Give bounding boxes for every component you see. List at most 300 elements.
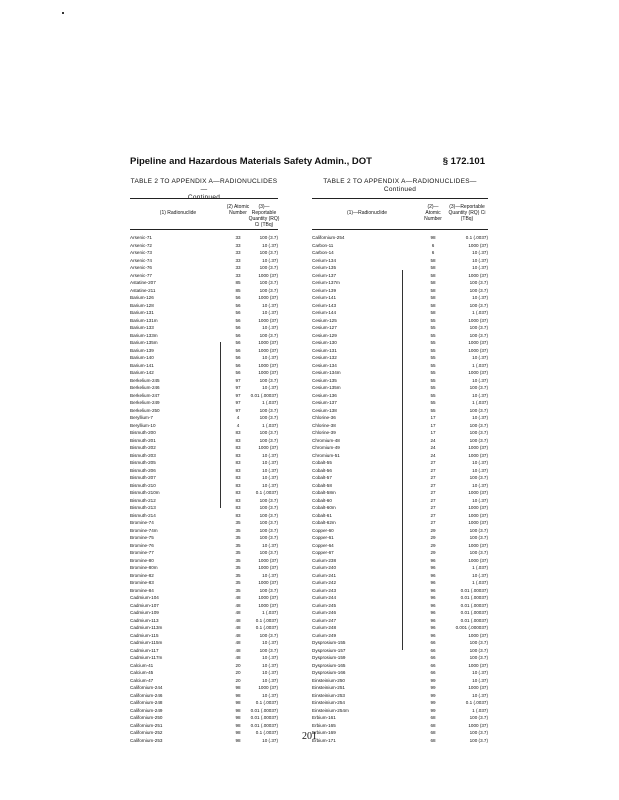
radionuclide-name: Astatine-211 bbox=[130, 287, 156, 293]
atomic-number: 55 bbox=[430, 317, 436, 323]
radionuclide-name: Barium-135m bbox=[130, 340, 158, 345]
reportable-quantity: 1000 (37) bbox=[258, 362, 278, 368]
table-row bbox=[312, 639, 488, 647]
table-row bbox=[130, 302, 278, 310]
brace-line bbox=[402, 270, 403, 650]
atomic-number: 35 bbox=[235, 527, 241, 533]
reportable-quantity: 10 (.37) bbox=[262, 325, 278, 330]
atomic-number: 55 bbox=[430, 362, 436, 368]
reportable-quantity: 10 (.37) bbox=[262, 467, 278, 473]
reportable-quantity: 1000 (37) bbox=[468, 632, 488, 638]
reportable-quantity: 1000 (37) bbox=[258, 272, 278, 278]
atomic-number: 55 bbox=[430, 392, 436, 398]
atomic-number: 56 bbox=[235, 355, 241, 360]
reportable-quantity: 0.1 (.0037) bbox=[255, 700, 278, 705]
reportable-quantity: 0.01 (.00037) bbox=[460, 610, 488, 615]
reportable-quantity: 100 (3.7) bbox=[469, 280, 488, 285]
radionuclide-name: Californium-249 bbox=[130, 707, 163, 713]
radionuclide-name: Curium-240 bbox=[312, 565, 336, 570]
atomic-number: 96 bbox=[430, 617, 436, 623]
table-row bbox=[312, 407, 488, 415]
reportable-quantity: 100 (3.7) bbox=[259, 377, 278, 383]
radionuclide-name: Cadmium-113 bbox=[130, 617, 159, 623]
table-row bbox=[312, 624, 488, 632]
running-header bbox=[130, 156, 485, 170]
table-row bbox=[130, 707, 278, 715]
radionuclide-name: Bismuth-214 bbox=[130, 512, 156, 518]
table-row bbox=[312, 234, 488, 242]
atomic-number: 48 bbox=[235, 617, 241, 623]
reportable-quantity: 100 (3.7) bbox=[259, 415, 278, 420]
atomic-number: 56 bbox=[235, 302, 241, 308]
radionuclide-name: Barium-133 bbox=[130, 325, 154, 330]
table-row bbox=[130, 632, 278, 640]
radionuclide-name: Erbium-171 bbox=[312, 737, 336, 743]
radionuclide-name: Cerium-144 bbox=[312, 310, 336, 315]
radionuclide-name: Bromine-77 bbox=[130, 550, 154, 555]
radionuclide-name: Californium-253 bbox=[130, 737, 163, 743]
table-row bbox=[312, 504, 488, 512]
atomic-number: 56 bbox=[235, 317, 241, 323]
radionuclide-name: Cerium-137 bbox=[312, 272, 336, 278]
table-row bbox=[130, 467, 278, 475]
radionuclide-name: Cesium-135 bbox=[312, 377, 337, 383]
radionuclide-name: Calcium-47 bbox=[130, 677, 154, 683]
radionuclide-name: Californium-246 bbox=[130, 692, 163, 698]
table-row bbox=[312, 534, 488, 542]
table-row bbox=[130, 617, 278, 625]
table-row bbox=[312, 489, 488, 497]
section-number: § 172.101 bbox=[442, 156, 485, 167]
atomic-number: 27 bbox=[430, 512, 436, 518]
reportable-quantity: 1000 (37) bbox=[468, 370, 488, 375]
atomic-number: 6 bbox=[431, 242, 435, 248]
radionuclide-name: Californium-251 bbox=[130, 722, 163, 728]
table-row bbox=[130, 534, 278, 542]
table-row bbox=[312, 467, 488, 475]
table-row bbox=[130, 519, 278, 527]
radionuclide-name: Copper-61 bbox=[312, 535, 334, 540]
radionuclide-name: Cerium-134 bbox=[312, 257, 336, 263]
atomic-number: 33 bbox=[235, 242, 241, 248]
table-row bbox=[130, 572, 278, 580]
atomic-number: 35 bbox=[235, 520, 241, 525]
table-row bbox=[130, 699, 278, 707]
table-caption-continued: Continued bbox=[383, 186, 417, 193]
atomic-number: 4 bbox=[236, 415, 240, 420]
reportable-quantity: 100 (3.7) bbox=[259, 505, 278, 510]
atomic-number: 33 bbox=[235, 265, 241, 270]
table-row bbox=[312, 579, 488, 587]
atomic-number: 98 bbox=[235, 700, 241, 705]
reportable-quantity: 10 (.37) bbox=[262, 640, 278, 645]
table-row bbox=[130, 557, 278, 565]
reportable-quantity: 1000 (37) bbox=[468, 272, 488, 278]
table-row bbox=[130, 677, 278, 685]
table-row bbox=[312, 594, 488, 602]
table-row bbox=[312, 654, 488, 662]
reportable-quantity: 1 (.037) bbox=[472, 580, 488, 585]
table-row bbox=[130, 287, 278, 295]
reportable-quantity: 1000 (37) bbox=[258, 370, 278, 375]
table-row bbox=[312, 444, 488, 452]
radionuclide-name: Beryllium-7 bbox=[130, 415, 153, 420]
atomic-number: 35 bbox=[235, 550, 241, 555]
atomic-number: 66 bbox=[430, 670, 436, 675]
radionuclide-name: Barium-139 bbox=[130, 347, 154, 353]
table-row bbox=[312, 249, 488, 257]
radionuclide-name: Erbium-161 bbox=[312, 715, 336, 720]
atomic-number: 96 bbox=[430, 565, 436, 570]
table-row bbox=[130, 272, 278, 280]
table-row bbox=[312, 684, 488, 692]
atomic-number: 35 bbox=[235, 587, 241, 593]
table-row bbox=[130, 602, 278, 610]
radionuclide-name: Chromium-51 bbox=[312, 452, 340, 458]
table-row bbox=[312, 339, 488, 347]
reportable-quantity: 1 (.037) bbox=[262, 610, 278, 615]
table-row bbox=[312, 542, 488, 550]
table-body bbox=[312, 234, 488, 744]
atomic-number: 55 bbox=[430, 407, 436, 413]
column-header-atomic-number: (2)—Atomic Number bbox=[424, 204, 442, 222]
reportable-quantity: 1000 (37) bbox=[468, 242, 488, 248]
radionuclide-name: Bismuth-202 bbox=[130, 445, 156, 450]
radionuclide-name: Cadmium-117m bbox=[130, 655, 163, 660]
table-row bbox=[130, 669, 278, 677]
atomic-number: 56 bbox=[235, 340, 241, 345]
left-table bbox=[130, 178, 278, 744]
radionuclide-name: Arsenic-74 bbox=[130, 257, 152, 263]
table-header bbox=[312, 198, 488, 230]
reportable-quantity: 1000 (37) bbox=[258, 595, 278, 600]
reportable-quantity: 100 (3.7) bbox=[469, 302, 488, 308]
atomic-number: 48 bbox=[235, 602, 241, 608]
reportable-quantity: 1000 (37) bbox=[258, 565, 278, 570]
atomic-number: 33 bbox=[235, 272, 241, 278]
table-row bbox=[130, 339, 278, 347]
reportable-quantity: 100 (3.7) bbox=[259, 430, 278, 435]
reportable-quantity: 10 (.37) bbox=[472, 257, 488, 263]
reportable-quantity: 100 (3.7) bbox=[259, 265, 278, 270]
atomic-number: 27 bbox=[430, 460, 436, 465]
reportable-quantity: 100 (3.7) bbox=[469, 550, 488, 555]
radionuclide-name: Cobalt-62m bbox=[312, 520, 336, 525]
table-row bbox=[130, 347, 278, 355]
radionuclide-name: Bismuth-205 bbox=[130, 460, 156, 465]
radionuclide-name: Einsteinium-251 bbox=[312, 685, 345, 690]
radionuclide-name: Curium-247 bbox=[312, 617, 336, 623]
running-header-title: Pipeline and Hazardous Materials Safety Admin., DOT bbox=[130, 156, 372, 167]
atomic-number: 55 bbox=[430, 325, 436, 330]
radionuclide-name: Chlorine-39 bbox=[312, 430, 336, 435]
reportable-quantity: 10 (.37) bbox=[262, 302, 278, 308]
atomic-number: 83 bbox=[235, 452, 241, 458]
atomic-number: 83 bbox=[235, 467, 241, 473]
radionuclide-name: Calcium-45 bbox=[130, 670, 154, 675]
table-row bbox=[130, 242, 278, 250]
radionuclide-name: Bromine-75 bbox=[130, 535, 154, 540]
radionuclide-name: Bromine-74 bbox=[130, 520, 154, 525]
column-header-atomic-number: (2) Atomic Number bbox=[226, 204, 250, 216]
reportable-quantity: 10 (.37) bbox=[262, 460, 278, 465]
table-row bbox=[130, 407, 278, 415]
radionuclide-name: Curium-242 bbox=[312, 580, 336, 585]
atomic-number: 96 bbox=[430, 602, 436, 608]
reportable-quantity: 100 (3.7) bbox=[259, 235, 278, 240]
table-row bbox=[130, 609, 278, 617]
atomic-number: 56 bbox=[235, 295, 241, 300]
reportable-quantity: 10 (.37) bbox=[262, 542, 278, 548]
table-row bbox=[130, 429, 278, 437]
reportable-quantity: 10 (.37) bbox=[472, 497, 488, 503]
table-row bbox=[130, 324, 278, 332]
atomic-number: 97 bbox=[235, 392, 241, 398]
atomic-number: 24 bbox=[430, 452, 436, 458]
atomic-number: 48 bbox=[235, 632, 241, 638]
radionuclide-name: Californium-254 bbox=[312, 235, 345, 240]
table-row bbox=[130, 249, 278, 257]
reportable-quantity: 100 (3.7) bbox=[259, 497, 278, 503]
reportable-quantity: 100 (3.7) bbox=[469, 475, 488, 480]
table-row bbox=[312, 354, 488, 362]
radionuclide-name: Cobalt-55 bbox=[312, 460, 332, 465]
radionuclide-name: Bromine-83 bbox=[130, 580, 154, 585]
atomic-number: 96 bbox=[430, 610, 436, 615]
table-row bbox=[130, 257, 278, 265]
atomic-number: 83 bbox=[235, 437, 241, 443]
table-row bbox=[130, 639, 278, 647]
atomic-number: 68 bbox=[430, 722, 436, 728]
reportable-quantity: 10 (.37) bbox=[262, 475, 278, 480]
atomic-number: 35 bbox=[235, 542, 241, 548]
reportable-quantity: 100 (3.7) bbox=[469, 430, 488, 435]
radionuclide-name: Cobalt-56 bbox=[312, 467, 332, 473]
reportable-quantity: 100 (3.7) bbox=[259, 647, 278, 653]
reportable-quantity: 10 (.37) bbox=[472, 392, 488, 398]
radionuclide-name: Beryllium-10 bbox=[130, 422, 156, 428]
reportable-quantity: 100 (3.7) bbox=[259, 332, 278, 338]
atomic-number: 58 bbox=[430, 310, 436, 315]
radionuclide-name: Arsenic-76 bbox=[130, 265, 152, 270]
atomic-number: 48 bbox=[235, 625, 241, 630]
table-row bbox=[130, 437, 278, 445]
atomic-number: 55 bbox=[430, 347, 436, 353]
reportable-quantity: 10 (.37) bbox=[472, 295, 488, 300]
radionuclide-name: Bismuth-201 bbox=[130, 437, 156, 443]
radionuclide-name: Chlorine-36 bbox=[312, 415, 336, 420]
table-row bbox=[312, 474, 488, 482]
radionuclide-name: Barium-133m bbox=[130, 332, 158, 338]
radionuclide-name: Curium-246 bbox=[312, 610, 336, 615]
table-row bbox=[130, 459, 278, 467]
atomic-number: 4 bbox=[236, 422, 240, 428]
radionuclide-name: Cadmium-113m bbox=[130, 625, 163, 630]
reportable-quantity: 10 (.37) bbox=[262, 452, 278, 458]
table-row bbox=[130, 662, 278, 670]
atomic-number: 58 bbox=[430, 295, 436, 300]
table-row bbox=[312, 369, 488, 377]
atomic-number: 98 bbox=[430, 235, 436, 240]
atomic-number: 96 bbox=[430, 587, 436, 593]
radionuclide-name: Bismuth-212 bbox=[130, 497, 156, 503]
reportable-quantity: 10 (.37) bbox=[472, 467, 488, 473]
table-row bbox=[130, 654, 278, 662]
reportable-quantity: 1000 (37) bbox=[258, 340, 278, 345]
atomic-number: 35 bbox=[235, 572, 241, 578]
atomic-number: 99 bbox=[430, 700, 436, 705]
radionuclide-name: Californium-248 bbox=[130, 700, 163, 705]
table-row bbox=[312, 324, 488, 332]
radionuclide-name: Bismuth-213 bbox=[130, 505, 156, 510]
atomic-number: 68 bbox=[430, 715, 436, 720]
atomic-number: 55 bbox=[430, 377, 436, 383]
radionuclide-name: Bromine-80m bbox=[130, 565, 158, 570]
table-row bbox=[312, 309, 488, 317]
reportable-quantity: 1000 (37) bbox=[468, 512, 488, 518]
reportable-quantity: 1000 (37) bbox=[468, 557, 488, 563]
reportable-quantity: 100 (3.7) bbox=[469, 287, 488, 293]
reportable-quantity: 1000 (37) bbox=[468, 542, 488, 548]
table-row bbox=[312, 287, 488, 295]
table-row bbox=[130, 234, 278, 242]
reportable-quantity: 100 (3.7) bbox=[469, 332, 488, 338]
reportable-quantity: 10 (.37) bbox=[472, 677, 488, 683]
atomic-number: 68 bbox=[430, 730, 436, 735]
column-header-rq: (3)—Reportable Quantity (RQ) Ci (TBq) bbox=[248, 204, 280, 228]
reportable-quantity: 10 (.37) bbox=[262, 355, 278, 360]
radionuclide-name: Copper-60 bbox=[312, 527, 334, 533]
atomic-number: 97 bbox=[235, 407, 241, 413]
table-row bbox=[130, 309, 278, 317]
radionuclide-name: Curium-248 bbox=[312, 625, 336, 630]
reportable-quantity: 1000 (37) bbox=[468, 662, 488, 668]
reportable-quantity: 1000 (37) bbox=[258, 347, 278, 353]
table-row bbox=[130, 684, 278, 692]
atomic-number: 17 bbox=[430, 415, 436, 420]
table-row bbox=[130, 474, 278, 482]
radionuclide-name: Cobalt-57 bbox=[312, 475, 332, 480]
reportable-quantity: 100 (3.7) bbox=[259, 520, 278, 525]
reportable-quantity: 100 (3.7) bbox=[259, 527, 278, 533]
radionuclide-name: Curium-249 bbox=[312, 632, 336, 638]
radionuclide-name: Berkelium-249 bbox=[130, 400, 160, 405]
table-row bbox=[312, 294, 488, 302]
table-caption-line: TABLE 2 TO APPENDIX A—RADIONUCLIDES— bbox=[130, 178, 278, 193]
radionuclide-name: Cobalt-60 bbox=[312, 497, 332, 503]
reportable-quantity: 10 (.37) bbox=[262, 737, 278, 743]
atomic-number: 55 bbox=[430, 340, 436, 345]
scan-speck bbox=[62, 12, 64, 14]
atomic-number: 83 bbox=[235, 497, 241, 503]
reportable-quantity: 10 (.37) bbox=[262, 572, 278, 578]
table-row bbox=[312, 264, 488, 272]
table-row bbox=[312, 519, 488, 527]
radionuclide-name: Einsteinium-254m bbox=[312, 707, 349, 713]
reportable-quantity: 0.1 (.0037) bbox=[255, 625, 278, 630]
atomic-number: 85 bbox=[235, 287, 241, 293]
table-row bbox=[312, 429, 488, 437]
reportable-quantity: 100 (3.7) bbox=[259, 250, 278, 255]
radionuclide-name: Copper-64 bbox=[312, 542, 334, 548]
table-row bbox=[312, 377, 488, 385]
column-header-radionuclide: (1) Radionuclide bbox=[159, 210, 197, 216]
atomic-number: 27 bbox=[430, 475, 436, 480]
reportable-quantity: 10 (.37) bbox=[472, 692, 488, 698]
table-row bbox=[312, 692, 488, 700]
radionuclide-name: Cobalt-60m bbox=[312, 505, 336, 510]
table-row bbox=[130, 399, 278, 407]
atomic-number: 99 bbox=[430, 707, 436, 713]
atomic-number: 35 bbox=[235, 535, 241, 540]
table-row bbox=[312, 669, 488, 677]
table-row bbox=[312, 714, 488, 722]
table-row bbox=[312, 452, 488, 460]
reportable-quantity: 0.1 (.0037) bbox=[255, 730, 278, 735]
reportable-quantity: 100 (3.7) bbox=[469, 325, 488, 330]
reportable-quantity: 10 (.37) bbox=[472, 250, 488, 255]
reportable-quantity: 10 (.37) bbox=[262, 310, 278, 315]
atomic-number: 58 bbox=[430, 287, 436, 293]
reportable-quantity: 10 (.37) bbox=[472, 460, 488, 465]
atomic-number: 24 bbox=[430, 437, 436, 443]
reportable-quantity: 0.01 (.00037) bbox=[460, 587, 488, 593]
reportable-quantity: 1000 (37) bbox=[468, 317, 488, 323]
atomic-number: 98 bbox=[235, 715, 241, 720]
atomic-number: 27 bbox=[430, 520, 436, 525]
radionuclide-name: Dysprosium-159 bbox=[312, 655, 346, 660]
reportable-quantity: 100 (3.7) bbox=[469, 527, 488, 533]
radionuclide-name: Berkelium-247 bbox=[130, 392, 160, 398]
radionuclide-name: Cadmium-115 bbox=[130, 632, 159, 638]
table-row bbox=[130, 422, 278, 430]
radionuclide-name: Bromine-74m bbox=[130, 527, 158, 533]
radionuclide-name: Cesium-138 bbox=[312, 407, 337, 413]
table-row bbox=[312, 272, 488, 280]
radionuclide-name: Dysprosium-165 bbox=[312, 662, 346, 668]
table-row bbox=[312, 317, 488, 325]
radionuclide-name: Einsteinium-253 bbox=[312, 692, 345, 698]
reportable-quantity: 1000 (37) bbox=[258, 295, 278, 300]
reportable-quantity: 0.1 (.0037) bbox=[255, 490, 278, 495]
reportable-quantity: 1000 (37) bbox=[258, 580, 278, 585]
reportable-quantity: 100 (3.7) bbox=[469, 422, 488, 428]
atomic-number: 96 bbox=[430, 572, 436, 578]
atomic-number: 29 bbox=[430, 542, 436, 548]
table-row bbox=[130, 279, 278, 287]
atomic-number: 66 bbox=[430, 662, 436, 668]
reportable-quantity: 10 (.37) bbox=[262, 242, 278, 248]
atomic-number: 85 bbox=[235, 280, 241, 285]
reportable-quantity: 10 (.37) bbox=[262, 257, 278, 263]
radionuclide-name: Curium-244 bbox=[312, 595, 336, 600]
atomic-number: 29 bbox=[430, 527, 436, 533]
atomic-number: 48 bbox=[235, 647, 241, 653]
radionuclide-name: Cadmium-104 bbox=[130, 595, 159, 600]
radionuclide-name: Bromine-84 bbox=[130, 587, 154, 593]
reportable-quantity: 10 (.37) bbox=[262, 482, 278, 488]
reportable-quantity: 10 (.37) bbox=[472, 377, 488, 383]
atomic-number: 58 bbox=[430, 272, 436, 278]
table-row bbox=[312, 242, 488, 250]
reportable-quantity: 1000 (37) bbox=[258, 557, 278, 563]
reportable-quantity: 100 (3.7) bbox=[259, 550, 278, 555]
table-row bbox=[130, 384, 278, 392]
reportable-quantity: 1000 (37) bbox=[258, 602, 278, 608]
table-row bbox=[130, 692, 278, 700]
atomic-number: 20 bbox=[235, 670, 241, 675]
table-row bbox=[312, 459, 488, 467]
